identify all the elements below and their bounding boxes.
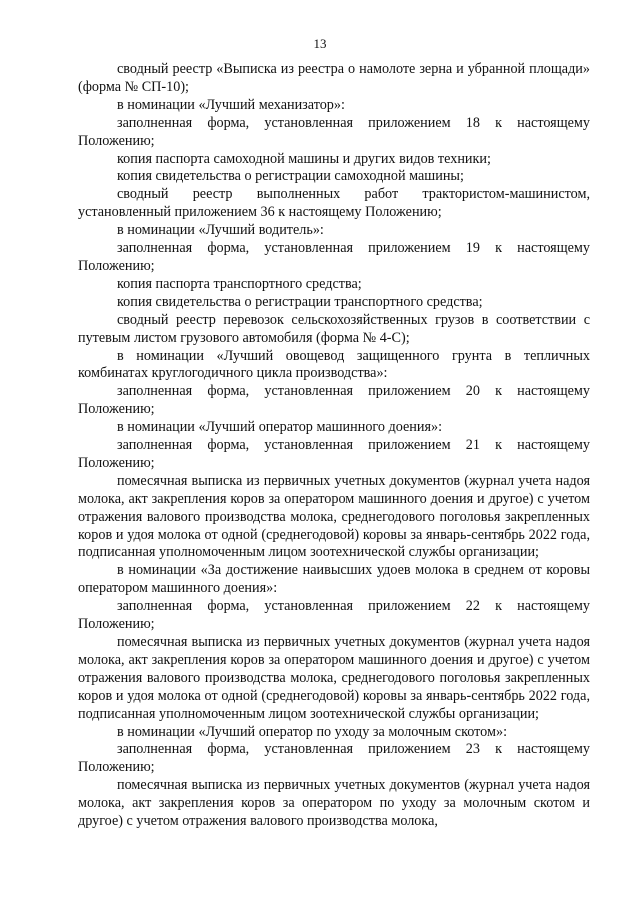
paragraph: сводный реестр «Выписка из реестра о намолоте зерна и убранной площади» (форма № СП-10);: [78, 61, 590, 95]
paragraph: заполненная форма, установленная приложением 19 к настоящему Положению;: [78, 240, 590, 274]
paragraph: сводный реестр перевозок сельскохозяйственных грузов в соответствии с путевым листом грузового автомобиля (форма № 4-С);: [78, 311, 590, 346]
paragraph: помесячная выписка из первичных учетных документов (журнал учета надоя молока, акт закрепления коров за оператором по уходу за молочным скотом и другое) с учетом отражения валового производства молока,: [78, 777, 590, 830]
paragraph: сводный реестр выполненных работ трактористом-машинистом, установленный приложением 36 к настоящему Положению;: [78, 186, 590, 221]
paragraph: в номинации «Лучший механизатор»:: [117, 96, 345, 113]
paragraph: заполненная форма, установленная приложением 22 к настоящему Положению;: [78, 598, 590, 633]
document-body: [78, 61, 590, 831]
paragraph: помесячная выписка из первичных учетных документов (журнал учета надоя молока, акт закрепления коров за оператором машинного доения и другое) с учетом отражения валового производства молока, среднегодового поголовья закрепленных коров и удоя молока от одной (среднегодовой) коровы за январь-сентябрь 2022 года, подписанная уполномоченным лицом зоотехнической службы организации;: [78, 634, 590, 722]
paragraph: копия свидетельства о регистрации транспортного средства;: [117, 293, 483, 310]
paragraph: в номинации «Лучший овощевод защищенного грунта в тепличных комбинатах круглогодичного цикла производства»:: [78, 347, 590, 382]
paragraph: в номинации «Лучший оператор по уходу за молочным скотом»:: [117, 723, 508, 740]
paragraph: помесячная выписка из первичных учетных документов (журнал учета надоя молока, акт закрепления коров за оператором машинного доения и другое) с учетом отражения валового производства молока, среднегодового поголовья закрепленных коров и удоя молока от одной (среднегодовой) коровы за январь-сентябрь 2022 года, подписанная уполномоченным лицом зоотехнической службы организации;: [78, 472, 590, 561]
paragraph: копия свидетельства о регистрации самоходной машины;: [117, 168, 464, 185]
paragraph: в номинации «Лучший оператор машинного доения»:: [117, 419, 443, 436]
paragraph: заполненная форма, установленная приложением 21 к настоящему Положению;: [78, 437, 590, 471]
paragraph: заполненная форма, установленная приложением 23 к настоящему Положению;: [78, 741, 590, 776]
paragraph: в номинации «За достижение наивысших удоев молока в среднем от коровы оператором машинного доения»:: [78, 562, 590, 597]
paragraph: копия паспорта транспортного средства;: [117, 275, 362, 292]
paragraph: заполненная форма, установленная приложением 18 к настоящему Положению;: [78, 114, 590, 149]
paragraph: заполненная форма, установленная приложением 20 к настоящему Положению;: [78, 383, 590, 418]
paragraph: копия паспорта самоходной машины и других видов техники;: [117, 150, 491, 167]
page-number: 13: [313, 36, 327, 51]
paragraph: в номинации «Лучший водитель»:: [117, 222, 324, 239]
